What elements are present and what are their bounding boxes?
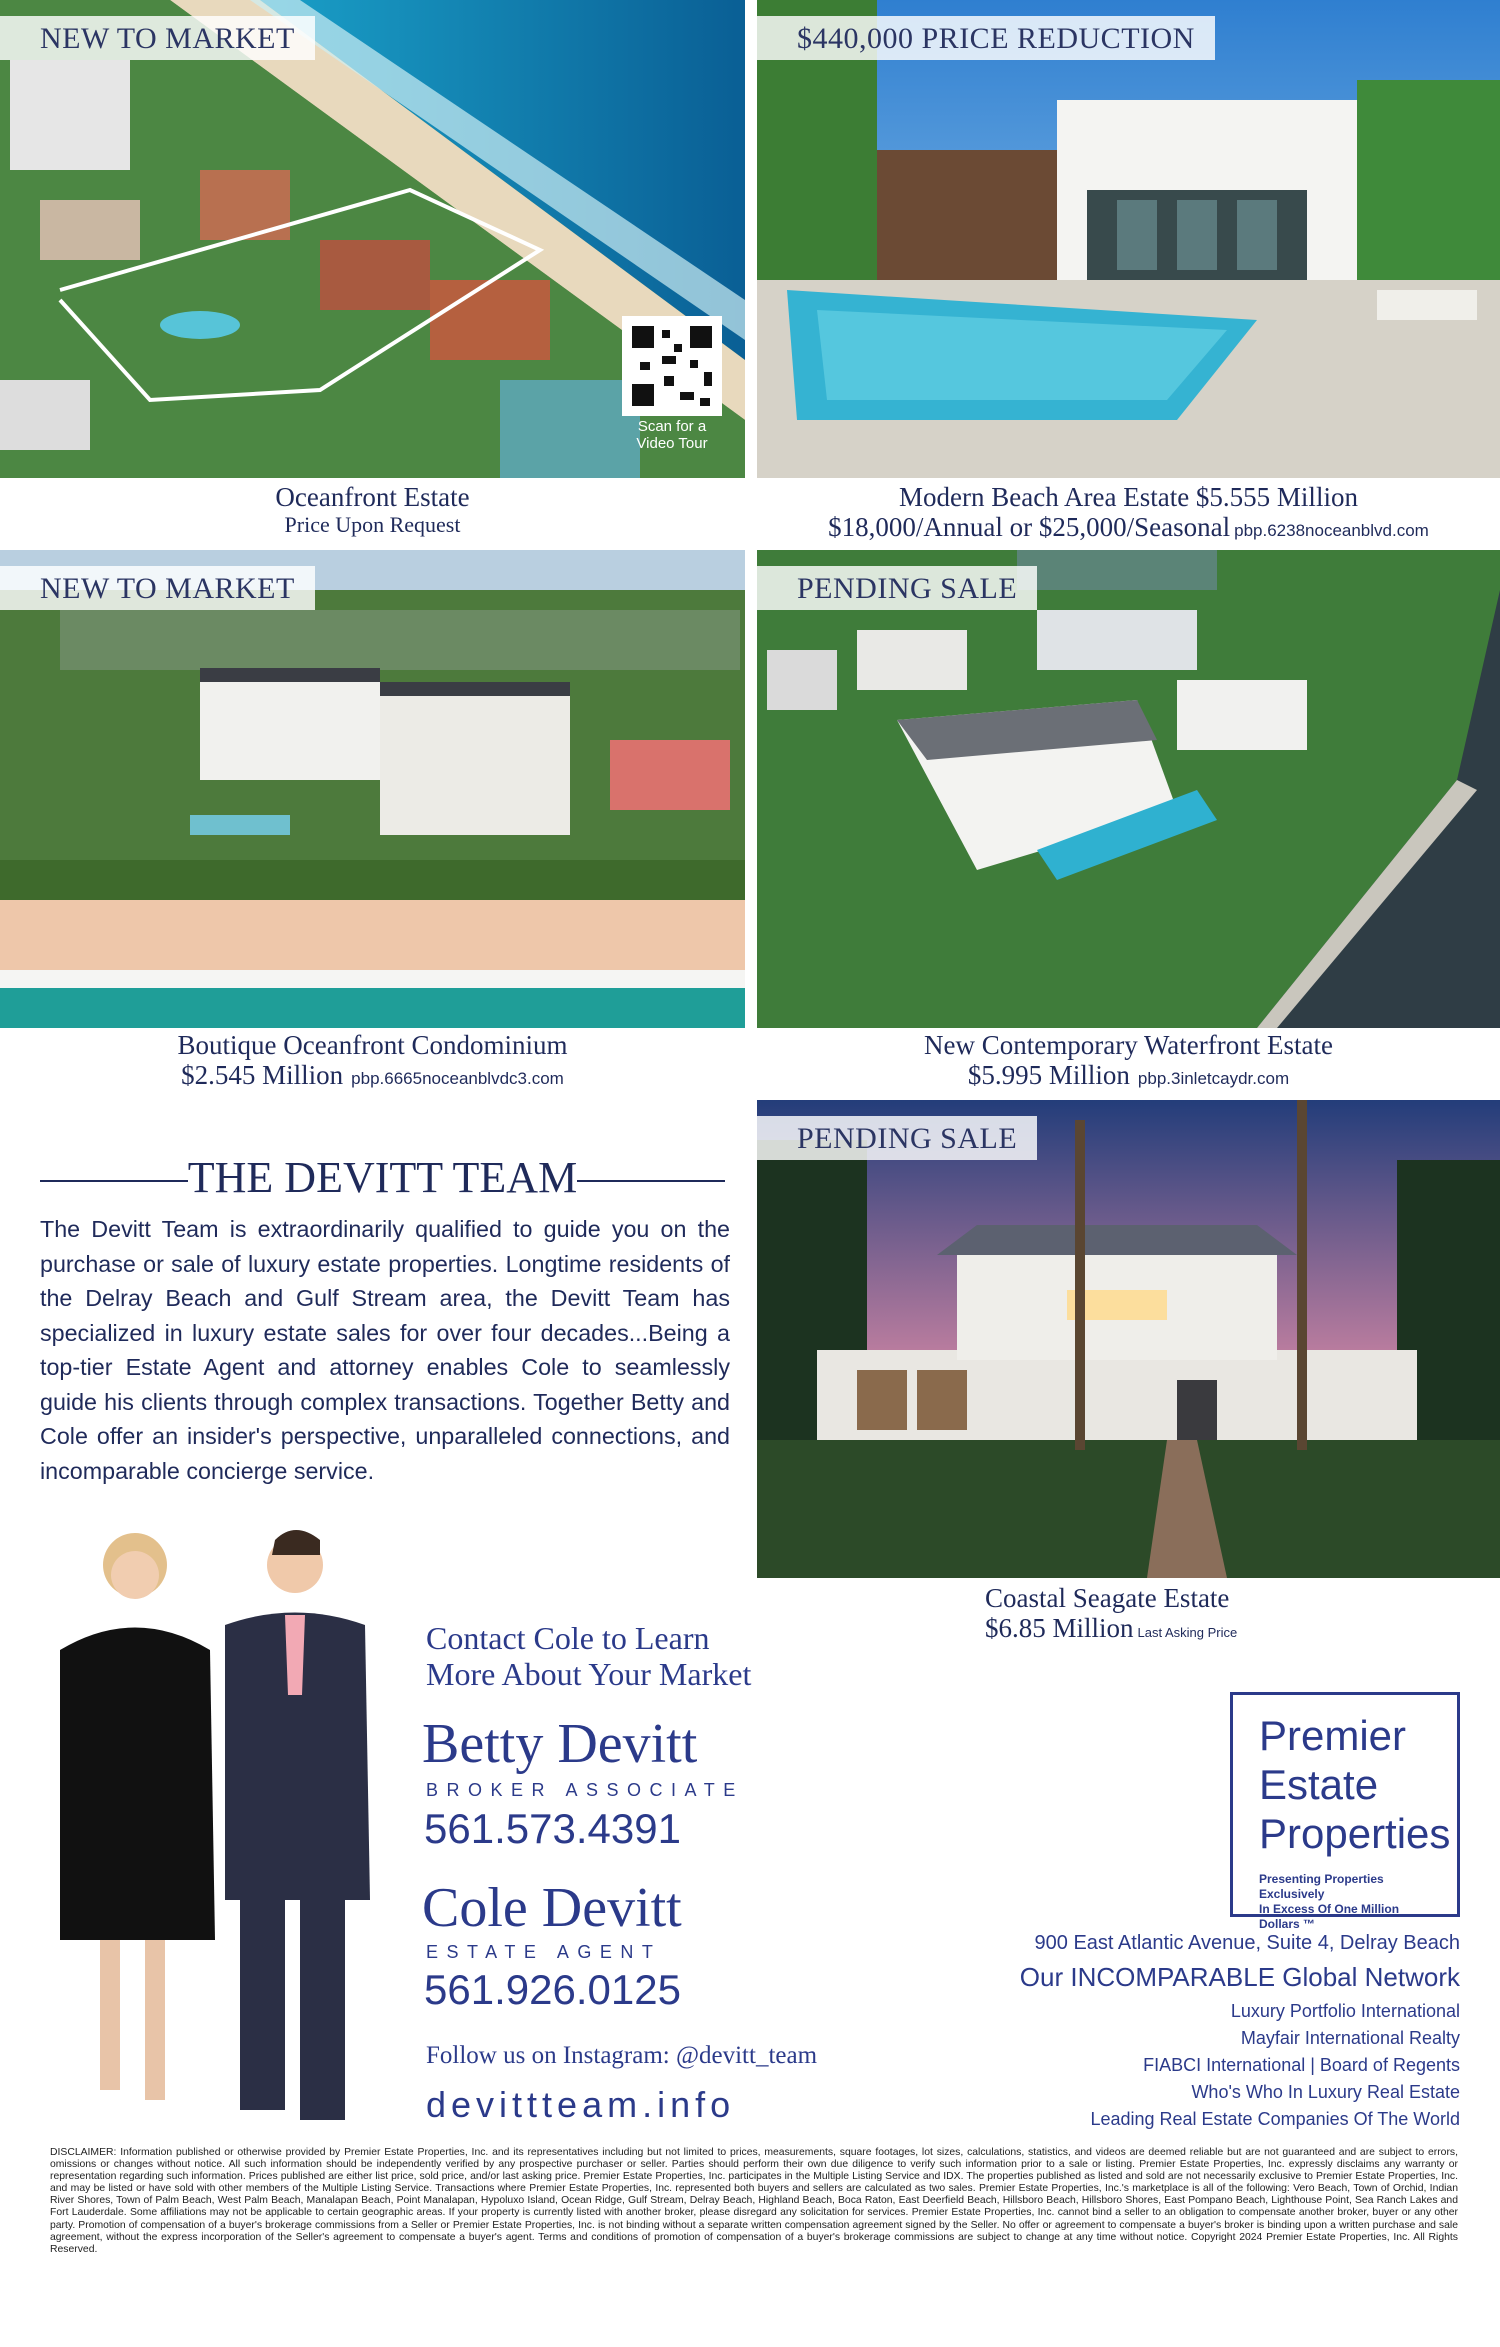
network-item: Leading Real Estate Companies Of The World [1090, 2109, 1460, 2129]
website-link[interactable]: devittteam.info [426, 2084, 736, 2125]
listing-title: Coastal Seagate Estate [985, 1583, 1230, 1613]
contact-heading [426, 1620, 826, 1692]
network-item: Luxury Portfolio International [1230, 2001, 1460, 2021]
brokerage-logo [1230, 1692, 1460, 1931]
heading-rule-right [577, 1180, 725, 1182]
listing-price: $2.545 Million [181, 1060, 344, 1090]
listing-title: New Contemporary Waterfront Estate [924, 1030, 1333, 1060]
listing-price: $18,000/Annual or $25,000/Seasonal [828, 512, 1231, 542]
logo-tagline-line: In Excess Of One Million Dollars ™ [1259, 1902, 1400, 1931]
listing-badge: NEW TO MARKET [0, 566, 315, 610]
logo-line: Premier [1259, 1712, 1407, 1759]
listing-caption [0, 482, 745, 538]
team-heading-text: THE DEVITT TEAM [187, 1153, 578, 1202]
listing-caption [757, 1030, 1500, 1091]
network-heading: Our INCOMPARABLE Global Network [1019, 1962, 1460, 1992]
logo-line: Properties [1259, 1810, 1451, 1857]
agent-phone[interactable]: 561.926.0125 [424, 1966, 681, 2013]
disclaimer-text: DISCLAIMER: Information published or otherwise provided by Premier Estate Properties, Inc. and its representatives including but not limited to prices, measurements, square footages, lot sizes, calculations, statistics, and videos are deemed reliable but are not guaranteed and are subject to errors, omissions or changes without notice. All such information should be independently verified by any prospective purchaser or seller. Parties should perform their own due diligence to verify such information prior to a sale or listing. Premier Estate Properties, Inc. expressly disclaims any warranty or representation regarding such information. Prices published are either list price, sold price, and/or last asking price. Premier Estate Properties, Inc. participates in the Multiple Listing Service and IDX. The properties published as listed and sold are not necessarily exclusive to Premier Estate Properties, Inc. and may be listed or have sold with other members of the Multiple Listing Service. Transactions where Premier Estate Properties, Inc. represented both buyers and sellers are calculated as two sales. Premier Estate Properties, Inc.'s marketplace is all of the following: Vero Beach, Town of Orchid, Indian River Shores, Town of Palm Beach, West Palm Beach, Manalapan Beach, Point Manalapan, Hypoluxo Island, Ocean Ridge, Gulf Stream, Delray Beach, Highland Beach, Boca Raton, East Deerfield Beach, Hillsboro Beach, Hillsboro Shores, East Pompano Beach, Lighthouse Point, Sea Ranch Lakes and Fort Lauderdale. Some affiliations may not be applicable to certain geographic areas. If your property is currently listed with another broker, please disregard any solicitation for services. Premier Estate Properties, Inc. cannot bind a seller to an obligation to compensate another broker, buyer or any other party. Promotion of compensation of a buyer's brokerage commissions from a Seller or Premier Estate Properties, Inc. is not binding without a separate written compensation agreement signed by the Seller. No offer or agreement to compensate a buyer's broker is binding upon a written purchase and sale agreement, without the express incorporation of the Seller's agreement to compensate a buyer's agent. Terms and conditions of promotion of compensation of a buyer's brokerage commissions are subject to change at any time without notice. Copyright 2024 Premier Estate Properties, Inc. All Rights Reserved. [50, 2147, 1458, 2255]
aerial-condo-image [0, 550, 745, 1028]
aerial-beach-image [0, 0, 745, 478]
instagram-handle[interactable]: Follow us on Instagram: @devitt_team [426, 2042, 818, 2069]
qr-caption: Scan for a Video Tour [636, 418, 708, 452]
listing-badge: PENDING SALE [757, 566, 1037, 610]
agent-name: Cole Devitt [422, 1877, 682, 1939]
logo-tagline-line: Presenting Properties Exclusively [1259, 1872, 1384, 1901]
contact-heading-line1: Contact Cole to Learn [426, 1620, 710, 1656]
listing-caption [757, 482, 1500, 543]
modern-house-pool-image [757, 0, 1500, 478]
twilight-house-image [757, 1100, 1500, 1578]
team-description: The Devitt Team is extraordinarily qualified to guide you on the purchase or sale of luxury estate properties. Longtime residents of the Delray Beach and Gulf Stream area, the Devitt Team has specialized in luxury estate sales for over four decades...Being a top-tier Estate Agent and attorney enables Cole to seamlessly guide his clients through complex transactions. Together Betty and Cole offer an insider's perspective, unparalleled connections, and incomparable concierge service. [40, 1216, 730, 1484]
listing-photo-boutique-condo [0, 550, 745, 1028]
listing-badge: PENDING SALE [757, 1116, 1037, 1160]
listing-price: Price Upon Request [284, 512, 461, 537]
aerial-waterfront-image [757, 550, 1500, 1028]
listing-url[interactable]: pbp.6238noceanblvd.com [1234, 521, 1429, 540]
agent-role: ESTATE AGENT [426, 1942, 662, 1962]
listing-photo-seagate-estate [757, 1100, 1500, 1578]
network-item: FIABCI International | Board of Regents [1143, 2055, 1460, 2075]
listing-title: Oceanfront Estate [275, 482, 470, 512]
listing-title: Modern Beach Area Estate $5.555 Million [899, 482, 1358, 512]
contact-heading-line2: More About Your Market [426, 1656, 752, 1692]
network-item: Mayfair International Realty [1240, 2028, 1460, 2048]
listing-badge: NEW TO MARKET [0, 16, 315, 60]
agent-name: Betty Devitt [422, 1713, 698, 1775]
agent-phone[interactable]: 561.573.4391 [424, 1805, 681, 1852]
listing-title: Boutique Oceanfront Condominium [177, 1030, 568, 1060]
listing-caption [0, 1030, 745, 1091]
listing-price: $6.85 Million [985, 1613, 1134, 1643]
brokerage-address: 900 East Atlantic Avenue, Suite 4, Delray Beach [1034, 1932, 1460, 1954]
agents-photo [40, 1520, 390, 2140]
listing-photo-waterfront-estate [757, 550, 1500, 1028]
agent-role: BROKER ASSOCIATE [426, 1780, 744, 1800]
listing-photo-oceanfront-estate [0, 0, 745, 478]
listing-url[interactable]: pbp.3inletcaydr.com [1137, 1069, 1290, 1088]
network-item: Who's Who In Luxury Real Estate [1191, 2082, 1460, 2102]
listing-url[interactable]: pbp.6665noceanblvdc3.com [351, 1069, 564, 1088]
listing-caption [985, 1583, 1285, 1644]
team-heading [40, 1152, 725, 1208]
listing-photo-modern-beach-estate [757, 0, 1500, 478]
listing-badge: $440,000 PRICE REDUCTION [757, 16, 1215, 60]
logo-tagline [1259, 1872, 1441, 1932]
listing-price-note: Last Asking Price [1137, 1625, 1238, 1640]
logo-line: Estate [1259, 1761, 1379, 1808]
network-list [1090, 1998, 1460, 2133]
listing-price: $5.995 Million [967, 1060, 1130, 1090]
